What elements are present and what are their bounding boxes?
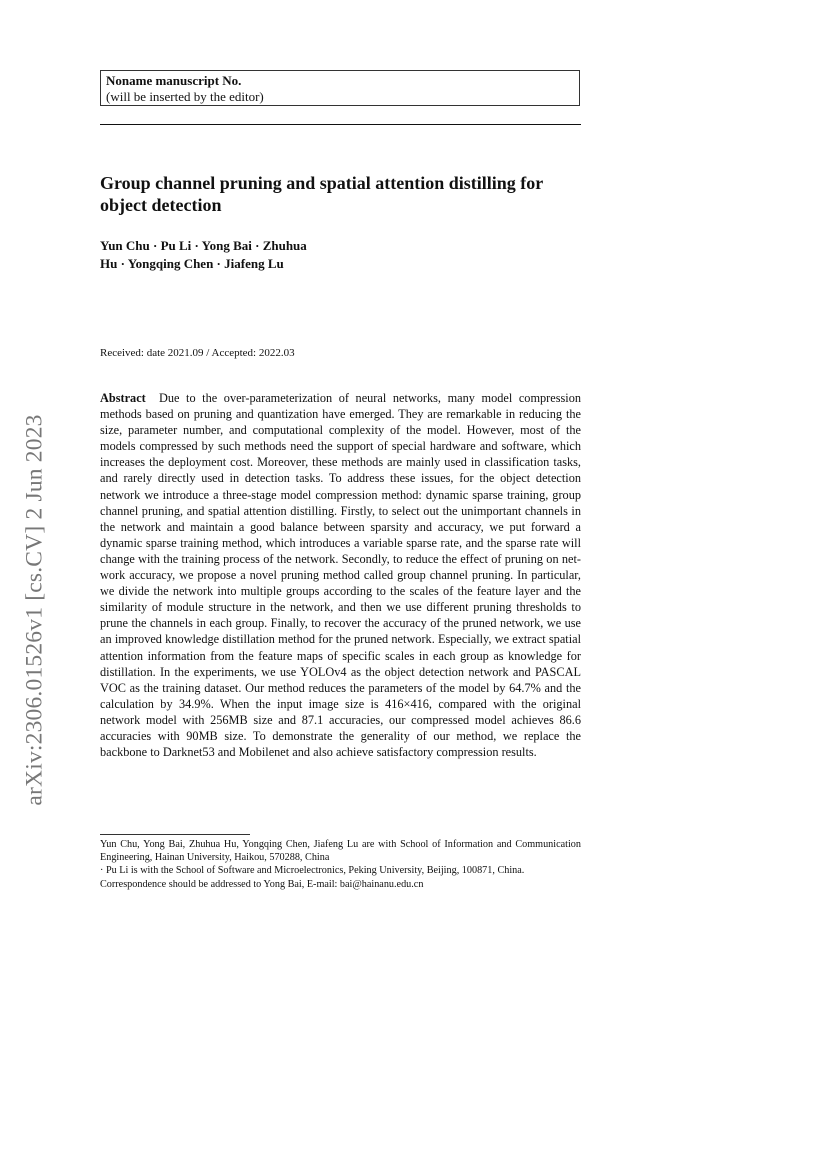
arxiv-stamp: arXiv:2306.01526v1 [cs.CV] 2 Jun 2023 <box>21 414 48 806</box>
footnote-correspondence: Correspondence should be addressed to Yong Bai, E-mail: bai@hainanu.edu.cn <box>100 878 424 890</box>
abstract-keyword: Abstract <box>100 391 146 405</box>
editor-note: (will be inserted by the editor) <box>106 89 264 104</box>
received-accepted-dates: Received: date 2021.09 / Accepted: 2022.03 <box>100 347 295 359</box>
author-line-1: Yun Chu · Pu Li · Yong Bai · Zhuhua <box>100 238 307 253</box>
manuscript-box <box>100 70 580 106</box>
footnote-affiliation-1: Yun Chu, Yong Bai, Zhuhua Hu, Yongqing Chen, Jiafeng Lu are with School of Information and Communication Engineering, Hainan University, Haikou, 570288, China <box>100 839 581 864</box>
manuscript-number: Noname manuscript No. <box>106 73 242 88</box>
footnote-affiliation-2: · Pu Li is with the School of Software and Microelectronics, Peking University, Beijing, 100871, China. <box>100 865 525 877</box>
author-list <box>100 237 400 273</box>
footnote-rule <box>100 834 250 835</box>
abstract <box>100 390 581 760</box>
paper-title: Group channel pruning and spatial attention distilling for object detection <box>100 173 543 215</box>
abstract-text: Due to the over-parameterization of neural networks, many model compression methods based on pruning and quantization have emerged. They are remarkable in reducing the size, parameter number, and computational complexity of the model. However, most of the models compressed by such methods need the support of special hardware and software, which increases the deployment cost. Moreover, these methods are mainly used in classification tasks, and rarely directly used in detection tasks. To address these issues, for the object detection network we introduce a three-stage model compression method: dynamic sparse training, group channel pruning, and spatial attention distilling. Firstly, to select out the unimportant channels in the network and maintain a good balance between sparsity and accuracy, we put forward a dynamic sparse training method, which introduces a variable sparse rate, and the sparse rate will change with the training process of the network. Secondly, to reduce the effect of pruning on network accuracy, we propose a novel pruning method called group channel pruning. In particular, we divide the network into multiple groups according to the scales of the feature layer and the similarity of module structure in the network, and then we use different pruning thresholds to prune the channels in each group. Finally, to recover the accuracy of the pruned network, we use an improved knowledge distillation method for the pruned network. Especially, we extract spatial attention information from the feature maps of specific scales in each group as knowledge for distillation. In the experiments, we use YOLOv4 as the object detection network and PASCAL VOC as the training dataset. Our method reduces the parameters of the model by 64.7% and the calculation by 34.9%. When the input image size is 416×416, compared with the original network model with 256MB size and 87.1 accuracies, our compressed model achieves 86.6 accuracies with 90MB size. To demonstrate the generality of our method, we replace the backbone to Darknet53 and Mobilenet and also achieve satisfactory compression results. <box>100 391 581 760</box>
header-rule <box>100 124 581 125</box>
arxiv-sidebar <box>10 375 60 845</box>
footnotes <box>100 838 581 891</box>
author-line-2: Hu · Yongqing Chen · Jiafeng Lu <box>100 256 284 271</box>
